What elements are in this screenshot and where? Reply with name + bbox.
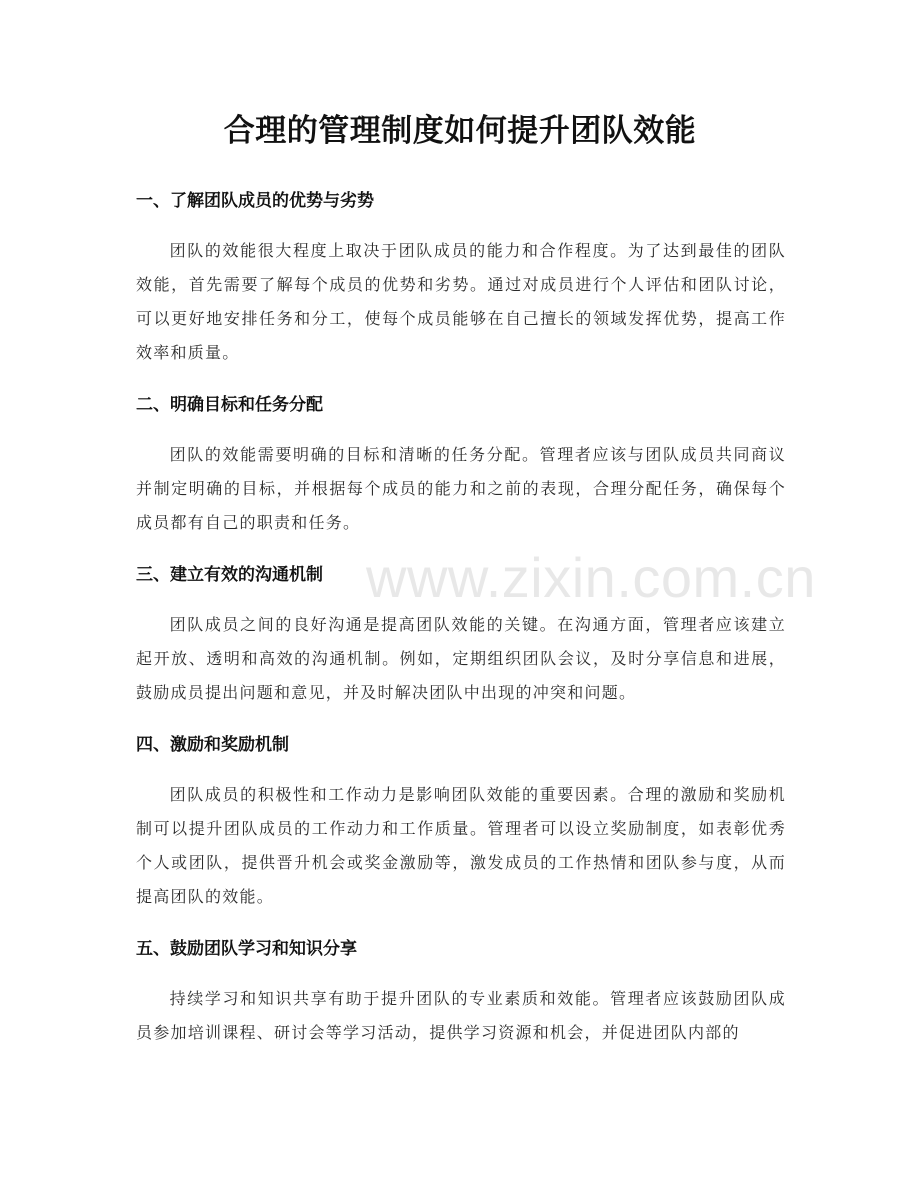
section-paragraph-2: 团队的效能需要明确的目标和清晰的任务分配。管理者应该与团队成员共同商议并制定明确的目标，并根据每个成员的能力和之前的表现，合理分配任务，确保每个成员都有自己的职责和任务。 xyxy=(136,445,786,532)
section-paragraph-4: 团队成员的积极性和工作动力是影响团队效能的重要因素。合理的激励和奖励机制可以提升团队成员的工作动力和工作质量。管理者可以设立奖励制度，如表彰优秀个人或团队，提供晋升机会或奖金激励等，激发成员的工作热情和团队参与度，从而提高团队的效能。 xyxy=(136,785,786,906)
section-heading-5: 五、鼓励团队学习和知识分享 xyxy=(136,939,357,959)
section-heading-1: 一、了解团队成员的优势与劣势 xyxy=(136,191,374,211)
section-paragraph-3: 团队成员之间的良好沟通是提高团队效能的关键。在沟通方面，管理者应该建立起开放、透明和高效的沟通机制。例如，定期组织团队会议，及时分享信息和进展，鼓励成员提出问题和意见，并及时解决团队中出现的冲突和问题。 xyxy=(136,615,786,702)
section-paragraph-5: 持续学习和知识共享有助于提升团队的专业素质和效能。管理者应该鼓励团队成员参加培训课程、研讨会等学习活动，提供学习资源和机会，并促进团队内部的 xyxy=(136,989,786,1042)
section-paragraph-1: 团队的效能很大程度上取决于团队成员的能力和合作程度。为了达到最佳的团队效能，首先需要了解每个成员的优势和劣势。通过对成员进行个人评估和团队讨论，可以更好地安排任务和分工，使每个成员能够在自己擅长的领域发挥优势，提高工作效率和质量。 xyxy=(136,241,786,362)
watermark: www.zixin.com.cn xyxy=(366,546,816,609)
document-body xyxy=(136,186,786,1070)
section-heading-4: 四、激励和奖励机制 xyxy=(136,735,289,755)
section-heading-2: 二、明确目标和任务分配 xyxy=(136,395,323,415)
section-heading-3: 三、建立有效的沟通机制 xyxy=(136,565,323,585)
document-title: 合理的管理制度如何提升团队效能 xyxy=(223,113,697,149)
